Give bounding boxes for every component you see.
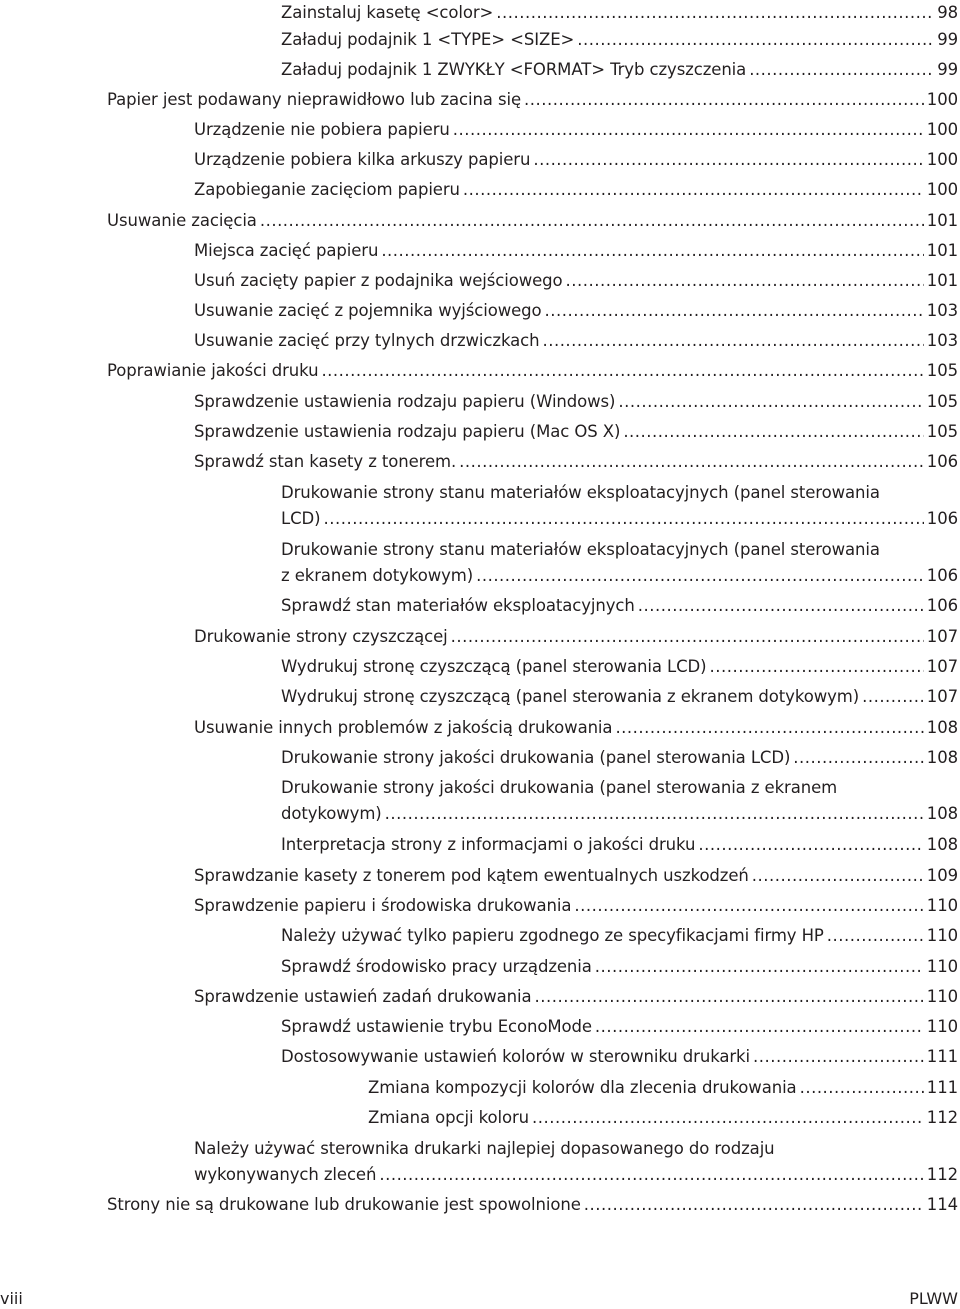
toc-entry-title-line1: Drukowanie strony stanu materiałów eksploatacyjnych (panel sterowania bbox=[281, 483, 880, 502]
toc-entry[interactable] bbox=[194, 1136, 958, 1188]
toc-entry-title: Załaduj podajnik 1 <TYPE> <SIZE> bbox=[281, 30, 575, 49]
toc-entry-page: 108 bbox=[926, 718, 958, 737]
toc-entry-page: 100 bbox=[926, 150, 958, 169]
toc-entry-title: Zmiana kompozycji kolorów dla zlecenia drukowania bbox=[368, 1078, 797, 1097]
toc-entry[interactable] bbox=[194, 328, 958, 354]
leader-dots bbox=[379, 1162, 923, 1188]
leader-dots bbox=[793, 745, 924, 771]
toc-entry-title: LCD) bbox=[281, 509, 321, 528]
toc-entry-page: 99 bbox=[937, 60, 958, 79]
footer-doc-code: PLWW bbox=[909, 1289, 958, 1308]
toc-entry-page: 100 bbox=[926, 90, 958, 109]
toc-entry-title: Usuwanie zacięć z pojemnika wyjściowego bbox=[194, 301, 542, 320]
toc-entry-page: 103 bbox=[926, 301, 958, 320]
leader-dots bbox=[862, 684, 924, 710]
leader-dots bbox=[476, 563, 924, 589]
leader-dots bbox=[595, 954, 924, 980]
toc-entry-title: Urządzenie pobiera kilka arkuszy papieru bbox=[194, 150, 531, 169]
toc-entry[interactable] bbox=[281, 684, 958, 710]
toc-entry[interactable] bbox=[107, 358, 958, 384]
toc-entry-title: Zmiana opcji koloru bbox=[368, 1108, 530, 1127]
footer-page-number: viii bbox=[0, 1289, 23, 1308]
toc-entry-page: 101 bbox=[926, 241, 958, 260]
toc-entry-title: Sprawdź środowisko pracy urządzenia bbox=[281, 957, 592, 976]
toc-entry-page: 112 bbox=[926, 1165, 958, 1184]
toc-entry-page: 110 bbox=[926, 1017, 958, 1036]
toc-entry-title: wykonywanych zleceń bbox=[194, 1165, 377, 1184]
leader-dots bbox=[323, 506, 923, 532]
toc-entry[interactable] bbox=[281, 0, 958, 26]
toc-entry-title: Strony nie są drukowane lub drukowanie jest spowolnione bbox=[107, 1195, 581, 1214]
toc-entry-page: 107 bbox=[926, 627, 958, 646]
toc-entry-title: dotykowym) bbox=[281, 804, 382, 823]
toc-entry[interactable] bbox=[194, 984, 958, 1010]
toc-entry[interactable] bbox=[281, 57, 958, 83]
toc-entry-page: 106 bbox=[926, 452, 958, 471]
toc-entry-title: Załaduj podajnik 1 ZWYKŁY <FORMAT> Tryb czyszczenia bbox=[281, 60, 747, 79]
toc-entry[interactable] bbox=[194, 449, 958, 475]
toc-entry-title: Papier jest podawany nieprawidłowo lub zacina się bbox=[107, 90, 521, 109]
toc-entry[interactable] bbox=[281, 537, 958, 589]
toc-entry-title: Sprawdź stan kasety z tonerem. bbox=[194, 452, 457, 471]
toc-entry-page: 107 bbox=[926, 687, 958, 706]
toc-entry-title: Poprawianie jakości druku bbox=[107, 361, 319, 380]
toc-entry-page: 110 bbox=[926, 987, 958, 1006]
leader-dots bbox=[709, 654, 923, 680]
toc-entry-page: 100 bbox=[926, 120, 958, 139]
toc-entry-title: Interpretacja strony z informacjami o jakości druku bbox=[281, 835, 696, 854]
leader-dots bbox=[524, 87, 924, 113]
toc-entry[interactable] bbox=[194, 624, 958, 650]
leader-dots bbox=[260, 208, 924, 234]
leader-dots bbox=[381, 238, 923, 264]
toc-entry-page: 101 bbox=[926, 271, 958, 290]
leader-dots bbox=[577, 27, 934, 53]
leader-dots bbox=[542, 328, 923, 354]
toc-entry[interactable] bbox=[281, 27, 958, 53]
toc-entry-page: 101 bbox=[926, 211, 958, 230]
toc-entry-title: Sprawdzenie ustawienia rodzaju papieru (Mac OS X) bbox=[194, 422, 621, 441]
toc-entry-title: Zapobieganie zacięciom papieru bbox=[194, 180, 460, 199]
leader-dots bbox=[753, 1044, 924, 1070]
leader-dots bbox=[800, 1075, 924, 1101]
leader-dots bbox=[533, 147, 923, 173]
toc-entry-page: 108 bbox=[926, 804, 958, 823]
toc-entry[interactable] bbox=[194, 147, 958, 173]
toc-entry[interactable] bbox=[281, 954, 958, 980]
toc-entry[interactable] bbox=[107, 87, 958, 113]
toc-entry-page: 114 bbox=[926, 1195, 958, 1214]
leader-dots bbox=[459, 449, 924, 475]
toc-entry-title: Sprawdzenie ustawień zadań drukowania bbox=[194, 987, 532, 1006]
toc-entry[interactable] bbox=[281, 923, 958, 949]
toc-entry-title: Wydrukuj stronę czyszczącą (panel sterowania z ekranem dotykowym) bbox=[281, 687, 860, 706]
toc-entry-title: Usuwanie zacięć przy tylnych drzwiczkach bbox=[194, 331, 540, 350]
toc-entry-page: 106 bbox=[926, 509, 958, 528]
toc-entry-title: Usuwanie innych problemów z jakością drukowania bbox=[194, 718, 613, 737]
toc-entry-page: 112 bbox=[926, 1108, 958, 1127]
toc-entry-page: 110 bbox=[926, 957, 958, 976]
toc-entry-page: 108 bbox=[926, 835, 958, 854]
leader-dots bbox=[595, 1014, 924, 1040]
leader-dots bbox=[574, 893, 923, 919]
leader-dots bbox=[496, 0, 934, 26]
leader-dots bbox=[618, 389, 923, 415]
toc-entry[interactable] bbox=[194, 298, 958, 324]
toc-entry-title: z ekranem dotykowym) bbox=[281, 566, 474, 585]
toc-entry-page: 108 bbox=[926, 748, 958, 767]
toc-entry[interactable] bbox=[368, 1075, 958, 1101]
toc-entry-title: Drukowanie strony jakości drukowania (panel sterowania LCD) bbox=[281, 748, 791, 767]
leader-dots bbox=[827, 923, 924, 949]
toc-entry[interactable] bbox=[194, 893, 958, 919]
toc-entry-page: 106 bbox=[926, 596, 958, 615]
toc-entry-page: 105 bbox=[926, 422, 958, 441]
toc-entry-page: 105 bbox=[926, 392, 958, 411]
toc-entry[interactable] bbox=[368, 1105, 958, 1131]
toc-entry[interactable] bbox=[281, 593, 958, 619]
toc-entry-page: 110 bbox=[926, 896, 958, 915]
leader-dots bbox=[535, 984, 924, 1010]
toc-entry-title-line1: Należy używać sterownika drukarki najlepiej dopasowanego do rodzaju bbox=[194, 1139, 775, 1158]
toc-entry[interactable] bbox=[194, 389, 958, 415]
toc-entry-page: 105 bbox=[926, 361, 958, 380]
leader-dots bbox=[385, 801, 924, 827]
toc-entry-title: Należy używać tylko papieru zgodnego ze specyfikacjami firmy HP bbox=[281, 926, 824, 945]
toc-entry-title: Sprawdzenie papieru i środowiska drukowania bbox=[194, 896, 572, 915]
toc-entry-title: Usuwanie zacięcia bbox=[107, 211, 257, 230]
toc-entry-page: 100 bbox=[926, 180, 958, 199]
toc-entry[interactable] bbox=[107, 208, 958, 234]
toc-entry-title: Zainstaluj kasetę <color> bbox=[281, 3, 494, 22]
toc-entry[interactable] bbox=[281, 1044, 958, 1070]
leader-dots bbox=[532, 1105, 924, 1131]
toc-entry[interactable] bbox=[194, 419, 958, 445]
toc-entry-title: Miejsca zacięć papieru bbox=[194, 241, 379, 260]
toc-entry[interactable] bbox=[281, 654, 958, 680]
toc-entry[interactable] bbox=[194, 238, 958, 264]
toc-entry-title: Sprawdź ustawienie trybu EconoMode bbox=[281, 1017, 592, 1036]
leader-dots bbox=[451, 624, 924, 650]
leader-dots bbox=[584, 1192, 924, 1218]
toc-entry-title: Usuń zacięty papier z podajnika wejściowego bbox=[194, 271, 563, 290]
toc-entry-title: Drukowanie strony czyszczącej bbox=[194, 627, 448, 646]
leader-dots bbox=[698, 832, 923, 858]
toc-entry-title: Sprawdzanie kasety z tonerem pod kątem ewentualnych uszkodzeń bbox=[194, 866, 749, 885]
toc-entry[interactable] bbox=[194, 117, 958, 143]
toc-entry-title: Sprawdzenie ustawienia rodzaju papieru (Windows) bbox=[194, 392, 616, 411]
toc-entry-title: Sprawdź stan materiałów eksploatacyjnych bbox=[281, 596, 635, 615]
toc-entry-title: Urządzenie nie pobiera papieru bbox=[194, 120, 450, 139]
leader-dots bbox=[615, 715, 923, 741]
toc-entry-title: Wydrukuj stronę czyszczącą (panel sterowania LCD) bbox=[281, 657, 707, 676]
toc-entry-page: 98 bbox=[937, 3, 958, 22]
toc-entry-page: 103 bbox=[926, 331, 958, 350]
leader-dots bbox=[453, 117, 924, 143]
toc-entry[interactable] bbox=[194, 715, 958, 741]
toc-entry[interactable] bbox=[281, 480, 958, 532]
leader-dots bbox=[463, 177, 924, 203]
leader-dots bbox=[545, 298, 924, 324]
toc-entry[interactable] bbox=[281, 745, 958, 771]
toc-entry-page: 99 bbox=[937, 30, 958, 49]
leader-dots bbox=[752, 863, 924, 889]
toc-entry-page: 109 bbox=[926, 866, 958, 885]
toc-entry-title-line1: Drukowanie strony stanu materiałów eksploatacyjnych (panel sterowania bbox=[281, 540, 880, 559]
leader-dots bbox=[566, 268, 924, 294]
toc-entry-page: 111 bbox=[926, 1078, 958, 1097]
toc-entry-page: 107 bbox=[926, 657, 958, 676]
leader-dots bbox=[623, 419, 923, 445]
toc-entry-page: 106 bbox=[926, 566, 958, 585]
toc-entry[interactable] bbox=[281, 1014, 958, 1040]
toc-entry[interactable] bbox=[194, 177, 958, 203]
toc-entry[interactable] bbox=[281, 775, 958, 827]
leader-dots bbox=[749, 57, 934, 83]
leader-dots bbox=[638, 593, 924, 619]
toc-entry[interactable] bbox=[281, 832, 958, 858]
toc-entry-title-line1: Drukowanie strony jakości drukowania (panel sterowania z ekranem bbox=[281, 778, 838, 797]
toc-entry[interactable] bbox=[107, 1192, 958, 1218]
toc-entry-page: 111 bbox=[926, 1047, 958, 1066]
toc-entry-page: 110 bbox=[926, 926, 958, 945]
toc-entry[interactable] bbox=[194, 863, 958, 889]
toc-entry-title: Dostosowywanie ustawień kolorów w sterowniku drukarki bbox=[281, 1047, 750, 1066]
leader-dots bbox=[321, 358, 923, 384]
toc-entry[interactable] bbox=[194, 268, 958, 294]
